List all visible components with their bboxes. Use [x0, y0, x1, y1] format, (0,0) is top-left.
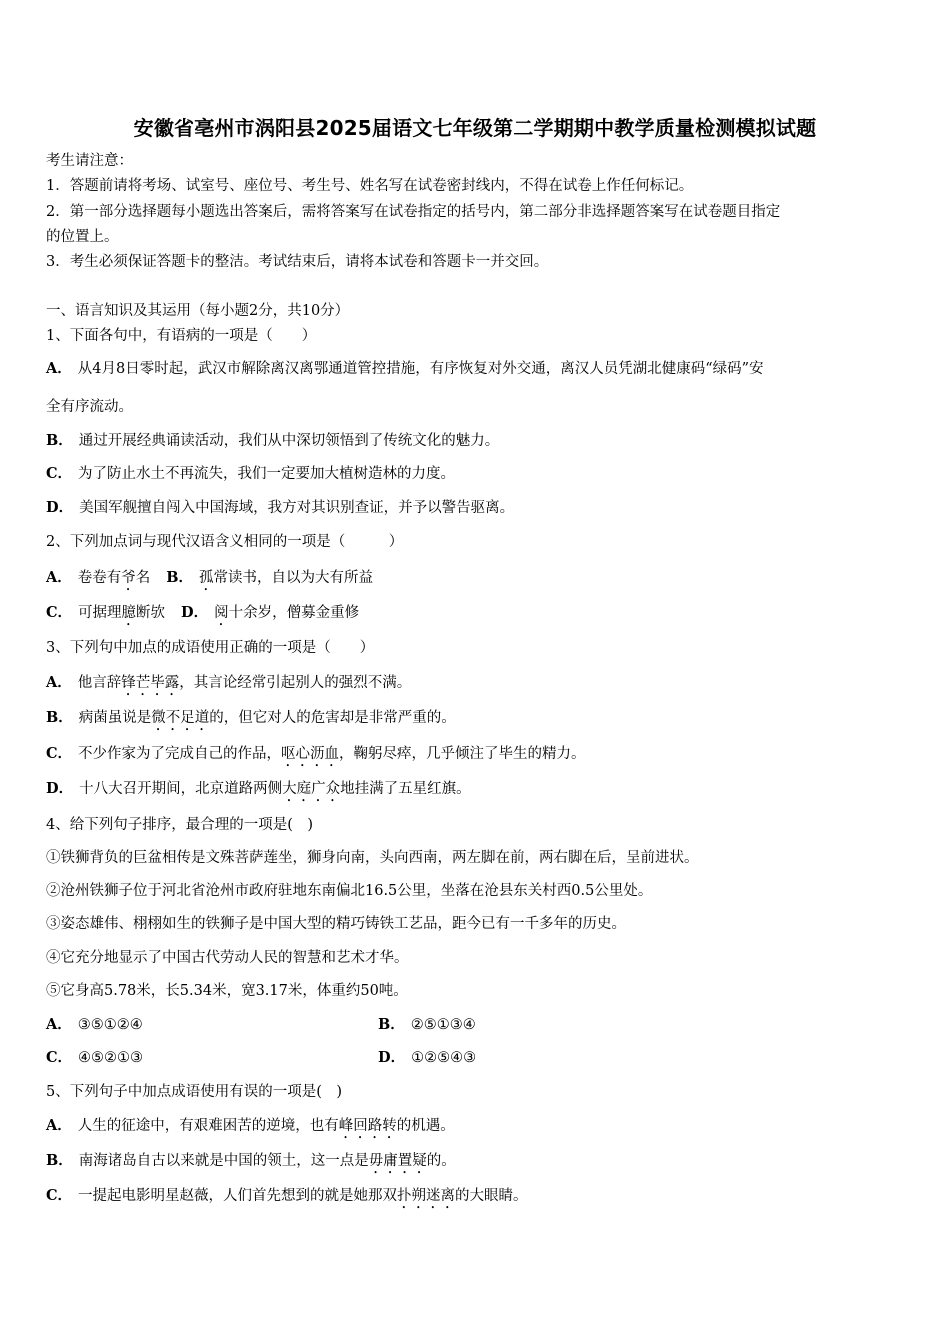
dotted-word: 孤 [199, 570, 214, 586]
option-text: 地挂满了五星红旗。 [340, 781, 471, 797]
option-text: 不少作家为了完成自己的作品， [78, 746, 282, 762]
option-text: ④⑤②①③ [78, 1050, 144, 1066]
option-text: 十八大召开期间，北京道路两侧 [79, 781, 283, 797]
option-label: B． [46, 432, 73, 449]
q4-option-d [378, 1048, 476, 1068]
dotted-word: 爷 [121, 570, 136, 586]
option-text: 南海诸岛自古以来就是中国的领土，这一点是 [78, 1153, 369, 1169]
q1-option-a [46, 359, 764, 379]
option-text: 断欤 [136, 605, 166, 621]
dotted-idiom: 微不足道 [151, 710, 210, 726]
option-text: 美国军舰擅自闯入中国海域，我方对其识别查证，并予以警告驱离。 [79, 500, 515, 516]
question-3-stem: 3、下列句中加点的成语使用正确的一项是（ ） [46, 640, 375, 656]
option-label: A． [46, 569, 72, 586]
option-text: 十余岁，僧募金重修 [228, 605, 360, 621]
q4-option-b [378, 1015, 476, 1035]
q3-option-d [46, 779, 471, 805]
option-text: ③⑤①②④ [77, 1017, 143, 1033]
option-label: A． [46, 360, 72, 377]
question-2-stem: 2、下列加点词与现代汉语含义相同的一项是（ ） [46, 534, 404, 550]
q2-options-ab [46, 568, 373, 594]
notice-item-2: 2．第一部分选择题每小题选出答案后，需将答案写在试卷指定的括号内，第二部分非选择题答案写在试卷题目指定 [46, 204, 781, 220]
option-text: ，其言论经常引起别人的强烈不满。 [179, 675, 412, 691]
dotted-idiom: 呕心沥血 [281, 746, 340, 762]
option-label: A． [46, 1016, 72, 1033]
q4-option-c [46, 1048, 143, 1068]
notice-item-1: 1．答题前请将考场、试室号、座位号、考生号、姓名写在试卷密封线内，不得在试卷上作任何标记。 [46, 178, 694, 194]
option-text: 通过开展经典诵读活动，我们从中深切领悟到了传统文化的魅力。 [78, 433, 500, 449]
option-text: 人生的征途中，有艰难困苦的逆境，也有 [77, 1118, 339, 1134]
option-label: C． [46, 1187, 73, 1204]
option-label: C． [46, 604, 73, 621]
notice-item-2-cont: 的位置上。 [46, 229, 119, 245]
option-label: D． [46, 499, 74, 516]
question-4-stem: 4、给下列句子排序，最合理的一项是( ) [46, 817, 314, 833]
option-text: ①②⑤④③ [411, 1050, 477, 1066]
dotted-idiom: 峰回路转 [338, 1118, 397, 1134]
option-label: A． [46, 674, 72, 691]
dotted-idiom: 扑朔迷离 [397, 1188, 456, 1204]
option-text: 为了防止水土不再流失，我们一定要加大植树造林的力度。 [78, 466, 456, 482]
q4-sentence-1: ①铁狮背负的巨盆相传是文殊菩萨莲坐，狮身向南，头向西南，两左脚在前，两右脚在后，呈前进状。 [46, 850, 699, 866]
q4-sentence-3: ③姿态雄伟、栩栩如生的铁狮子是中国大型的精巧铸铁工艺品，距今已有一千多年的历史。 [46, 916, 626, 932]
option-text: 病菌虽说是 [78, 710, 152, 726]
notice-item-3: 3．考生必须保证答题卡的整洁。考试结束后，请将本试卷和答题卡一并交回。 [46, 254, 549, 270]
q2-options-cd [46, 603, 359, 629]
option-text: 的。 [426, 1153, 456, 1169]
question-1-stem: 1、下面各句中，有语病的一项是（ ） [46, 328, 317, 344]
q1-option-d [46, 498, 514, 518]
section-heading: 一、语言知识及其运用（每小题2分，共10分） [46, 303, 350, 319]
q5-option-b [46, 1151, 456, 1177]
dotted-idiom: 锋芒毕露 [121, 675, 180, 691]
option-label: B． [166, 569, 194, 586]
option-text: 的，但它对人的危害却是非常严重的。 [209, 710, 456, 726]
option-text: 可据理 [78, 605, 122, 621]
option-text: 一提起电影明星赵薇，人们首先想到的就是她那双 [78, 1188, 398, 1204]
q4-option-a [46, 1015, 143, 1035]
q3-option-a [46, 673, 411, 699]
option-label: D． [46, 780, 74, 797]
q5-option-a [46, 1116, 455, 1142]
option-label: D． [378, 1049, 406, 1066]
option-label: B． [46, 709, 73, 726]
q1-option-a-cont: 全有序流动。 [46, 399, 133, 415]
option-label: D． [181, 604, 209, 621]
question-5-stem: 5、下列句子中加点成语使用有误的一项是( ) [46, 1084, 343, 1100]
option-text: 的机遇。 [396, 1118, 455, 1134]
q4-sentence-5: ⑤它身高5.78米，长5.34米，宽3.17米，体重约50吨。 [46, 983, 408, 999]
q3-option-b [46, 708, 456, 734]
option-label: A． [46, 1117, 72, 1134]
q4-sentence-2: ②沧州铁狮子位于河北省沧州市政府驻地东南偏北16.5公里，坐落在沧县东关村西0.5公里处。 [46, 883, 653, 899]
page-title: 安徽省亳州市涡阳县2025届语文七年级第二学期期中教学质量检测模拟试题 [133, 116, 817, 140]
dotted-idiom: 大庭广众 [282, 781, 341, 797]
option-label: B． [378, 1016, 405, 1033]
q1-option-c [46, 464, 455, 484]
q4-sentence-4: ④它充分地显示了中国古代劳动人民的智慧和艺术才华。 [46, 950, 409, 966]
option-label: C． [46, 745, 73, 762]
option-text: 卷卷有 [77, 570, 122, 586]
option-text: 常读书，自以为大有所益 [213, 570, 374, 586]
option-text: 他言辞 [77, 675, 122, 691]
q5-option-c [46, 1186, 528, 1212]
option-label: C． [46, 465, 73, 482]
option-label: C． [46, 1049, 73, 1066]
option-text: ②⑤①③④ [410, 1017, 476, 1033]
option-text: 的大眼睛。 [455, 1188, 528, 1204]
option-text: ，鞠躬尽瘁，几乎倾注了毕生的精力。 [339, 746, 586, 762]
dotted-idiom: 毋庸置疑 [368, 1153, 427, 1169]
q1-option-b [46, 431, 499, 451]
notice-heading: 考生请注意： [46, 153, 133, 169]
option-label: B． [46, 1152, 73, 1169]
option-text: 从4月8日零时起，武汉市解除离汉离鄂通道管控措施，有序恢复对外交通，离汉人员凭湖北健康码“绿码”安 [77, 361, 764, 377]
q3-option-c [46, 744, 586, 770]
dotted-word: 臆 [121, 605, 137, 621]
option-text: 名 [135, 570, 151, 586]
dotted-word: 阅 [214, 605, 229, 621]
